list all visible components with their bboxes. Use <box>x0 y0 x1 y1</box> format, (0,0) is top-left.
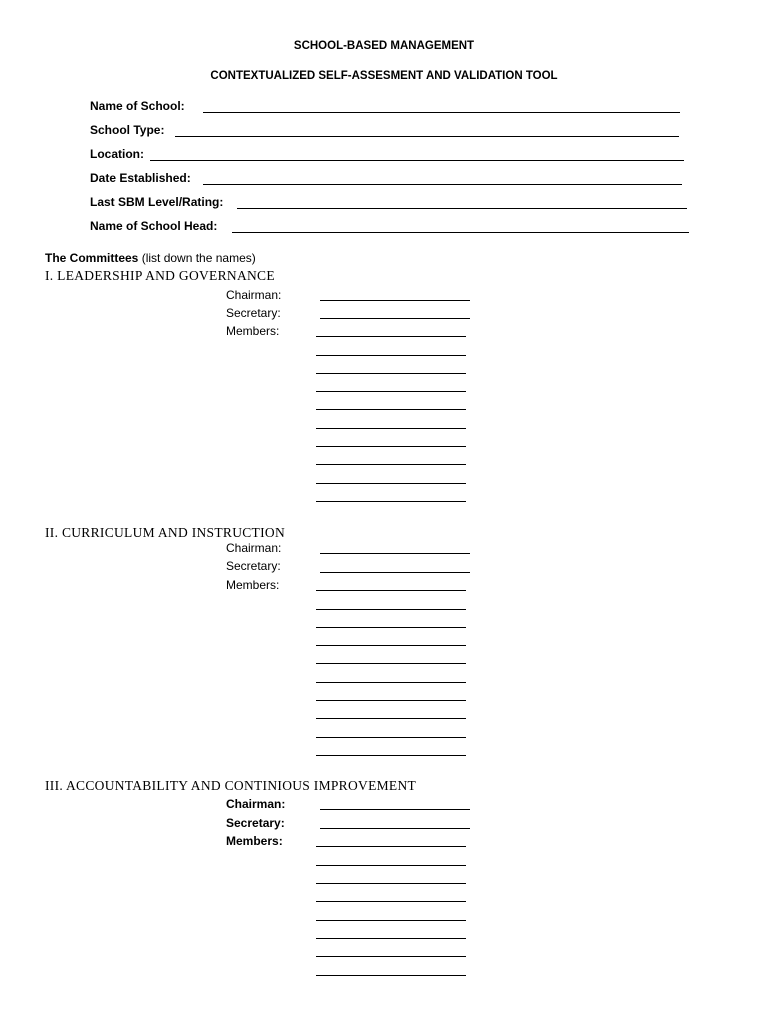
last-sbm-level-field[interactable] <box>237 208 687 209</box>
member-field[interactable] <box>316 609 466 610</box>
member-field[interactable] <box>316 938 466 939</box>
school-type-field[interactable] <box>175 136 679 137</box>
secretary-field[interactable] <box>320 828 470 829</box>
chairman-field[interactable] <box>320 553 470 554</box>
date-established-label: Date Established: <box>90 171 191 185</box>
member-field[interactable] <box>316 901 466 902</box>
date-established-field[interactable] <box>203 184 682 185</box>
chairman-label: Chairman: <box>226 797 286 811</box>
member-field[interactable] <box>316 373 466 374</box>
member-field[interactable] <box>316 883 466 884</box>
member-field[interactable] <box>316 682 466 683</box>
member-field[interactable] <box>316 846 466 847</box>
secretary-field[interactable] <box>320 318 470 319</box>
member-field[interactable] <box>316 865 466 866</box>
secretary-field[interactable] <box>320 572 470 573</box>
committees-intro <box>45 251 256 265</box>
members-label: Members: <box>226 834 283 848</box>
secretary-label: Secretary: <box>226 306 281 320</box>
chairman-field[interactable] <box>320 809 470 810</box>
member-field[interactable] <box>316 627 466 628</box>
member-field[interactable] <box>316 956 466 957</box>
chairman-field[interactable] <box>320 300 470 301</box>
member-field[interactable] <box>316 663 466 664</box>
member-field[interactable] <box>316 355 466 356</box>
location-label: Location: <box>90 147 144 161</box>
member-field[interactable] <box>316 409 466 410</box>
member-field[interactable] <box>316 645 466 646</box>
secretary-label: Secretary: <box>226 816 285 830</box>
member-field[interactable] <box>316 975 466 976</box>
location-field[interactable] <box>150 160 684 161</box>
chairman-label: Chairman: <box>226 541 282 555</box>
name-of-school-label: Name of School: <box>90 99 185 113</box>
member-field[interactable] <box>316 446 466 447</box>
committees-intro-bold: The Committees <box>45 251 139 265</box>
name-of-school-head-label: Name of School Head: <box>90 219 218 233</box>
document-title: SCHOOL-BASED MANAGEMENT <box>293 40 475 52</box>
secretary-label: Secretary: <box>226 559 281 573</box>
member-field[interactable] <box>316 483 466 484</box>
member-field[interactable] <box>316 501 466 502</box>
member-field[interactable] <box>316 336 466 337</box>
name-of-school-head-field[interactable] <box>232 232 689 233</box>
member-field[interactable] <box>316 391 466 392</box>
member-field[interactable] <box>316 464 466 465</box>
member-field[interactable] <box>316 700 466 701</box>
committees-intro-note: (list down the names) <box>138 251 256 265</box>
document-subtitle: CONTEXTUALIZED SELF-ASSESMENT AND VALIDATION TOOL <box>210 70 558 82</box>
school-type-label: School Type: <box>90 123 165 137</box>
member-field[interactable] <box>316 428 466 429</box>
member-field[interactable] <box>316 920 466 921</box>
members-label: Members: <box>226 324 280 338</box>
member-field[interactable] <box>316 718 466 719</box>
chairman-label: Chairman: <box>226 288 282 302</box>
section-title-leadership: I. LEADERSHIP AND GOVERNANCE <box>45 268 275 283</box>
member-field[interactable] <box>316 755 466 756</box>
member-field[interactable] <box>316 590 466 591</box>
section-title-accountability: III. ACCOUNTABILITY AND CONTINIOUS IMPROVEMENT <box>45 778 417 793</box>
name-of-school-field[interactable] <box>203 112 680 113</box>
members-label: Members: <box>226 578 280 592</box>
last-sbm-level-label: Last SBM Level/Rating: <box>90 195 224 209</box>
member-field[interactable] <box>316 737 466 738</box>
section-title-curriculum: II. CURRICULUM AND INSTRUCTION <box>45 525 286 540</box>
